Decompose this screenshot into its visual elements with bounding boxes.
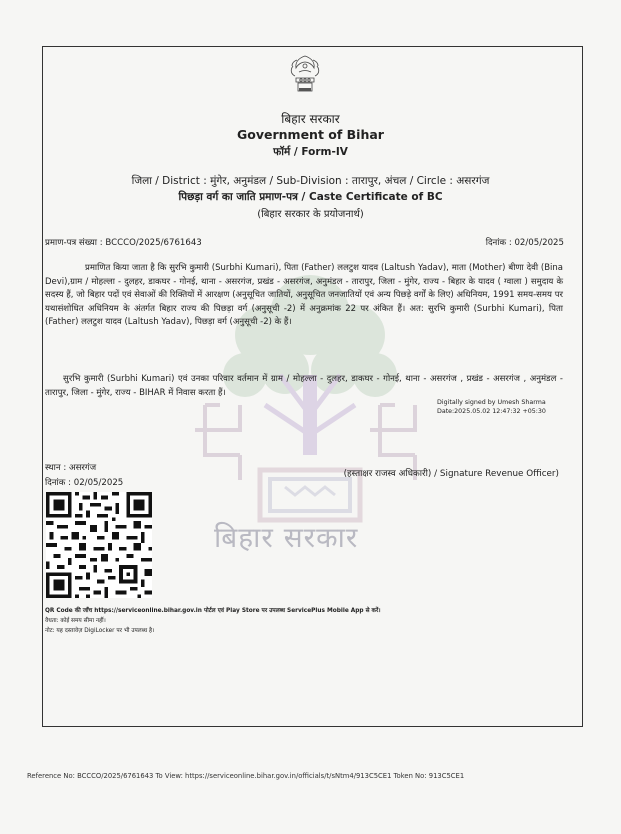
certificate-purpose: (बिहार सरकार के प्रयोजनार्थ) bbox=[257, 209, 364, 220]
certificate-date: दिनांक : 02/05/2025 bbox=[485, 238, 564, 248]
signature-label: (हस्ताक्षर राजस्व अधिकारी) / Signature Revenue Officer) bbox=[343, 469, 559, 479]
govt-title-english: Government of Bihar bbox=[237, 127, 384, 142]
digital-signature-stamp bbox=[437, 398, 546, 416]
qr-code[interactable] bbox=[46, 492, 152, 598]
qr-verification-note: QR Code की जाँच https://serviceonline.bihar.gov.in पोर्टल एवं Play Store पर उपलब्ध ServicePlus Mobile App से करें। bbox=[45, 608, 381, 614]
digital-signature-signer: Digitally signed by Umesh Sharma bbox=[437, 399, 546, 406]
bihar-emblem-logo bbox=[285, 52, 325, 96]
reference-footer[interactable]: Reference No: BCCCO/2025/6761643 To View: https://serviceonline.bihar.gov.in/officials/t/sNtm4/913C5CE1 Token No: 913C5CE1 bbox=[27, 772, 465, 780]
certificate-body-paragraph-2: सुरभि कुमारी (Surbhi Kumari) एवं उनका परिवार वर्तमान में ग्राम / मोहल्ला - दुलहर, डाकघर - गोनई, थाना - असरगंज , प्रखंड - असरगंज , अनुमंडल - तारापुर, जिला - मुंगेर, राज्य - BIHAR में निवास करता हैं। bbox=[45, 374, 563, 398]
certificate-body-paragraph-1: प्रमाणित किया जाता है कि सुरभि कुमारी (Surbhi Kumari), पिता (Father) ललटुश यादव (Laltush Yadav), माता (Mother) बीणा देवी (Bina Devi),ग्राम / मोहल्ला - दुलहर, डाकघर - गोनई, थाना - असरगंज, प्रखंड - असरगंज, अनुमंडल - तारापुर, जिला - मुंगेर, राज्य - बिहार के यादव ( ग्वाला ) समुदाय के सदस्य हैं, जो बिहार पदों एवं सेवाओं की रिक्तियों में आरक्षण (अनुसूचित जातियों, अनुसूचित जनजातियों एवं अन्य पिछड़े वर्गों के लिए) अधिनियम, 1991 समय-समय पर यथासंशोधित अधिनियम के अंतर्गत बिहार राज्य की पिछड़ा वर्ग (अनुसूची -2) में अनुक्रमांक 22 पर अंकित हैं। अत: सुरभि कुमारी (Surbhi Kumari), पिता (Father) ललटुश यादव (Laltush Yadav), पिछड़ा वर्ग (अनुसूची -2) के हैं। bbox=[45, 263, 563, 328]
digital-signature-date: Date:2025.05.02 12:47:32 +05:30 bbox=[437, 408, 546, 415]
certificate-title: पिछड़ा वर्ग का जाति प्रमाण-पत्र / Caste Certificate of BC bbox=[178, 191, 443, 203]
watermark-text: बिहार सरकार bbox=[214, 521, 359, 554]
form-label: फॉर्म / Form-IV bbox=[273, 146, 348, 158]
govt-title-hindi: बिहार सरकार bbox=[281, 112, 340, 126]
digilocker-note: नोट: यह दस्तावेज़ DigiLocker पर भी उपलब्ध है। bbox=[45, 628, 155, 634]
certificate-number: प्रमाण-पत्र संख्या : BCCCO/2025/6761643 bbox=[45, 238, 202, 248]
issue-place: स्थान : असरगंज bbox=[45, 463, 97, 473]
issue-date: दिनांक : 02/05/2025 bbox=[45, 478, 124, 488]
district-line: जिला / District : मुंगेर, अनुमंडल / Sub-Division : तारापुर, अंचल / Circle : असरगंज bbox=[131, 175, 490, 187]
validity-note: वैधता: कोई समय सीमा नहीं। bbox=[45, 618, 106, 624]
